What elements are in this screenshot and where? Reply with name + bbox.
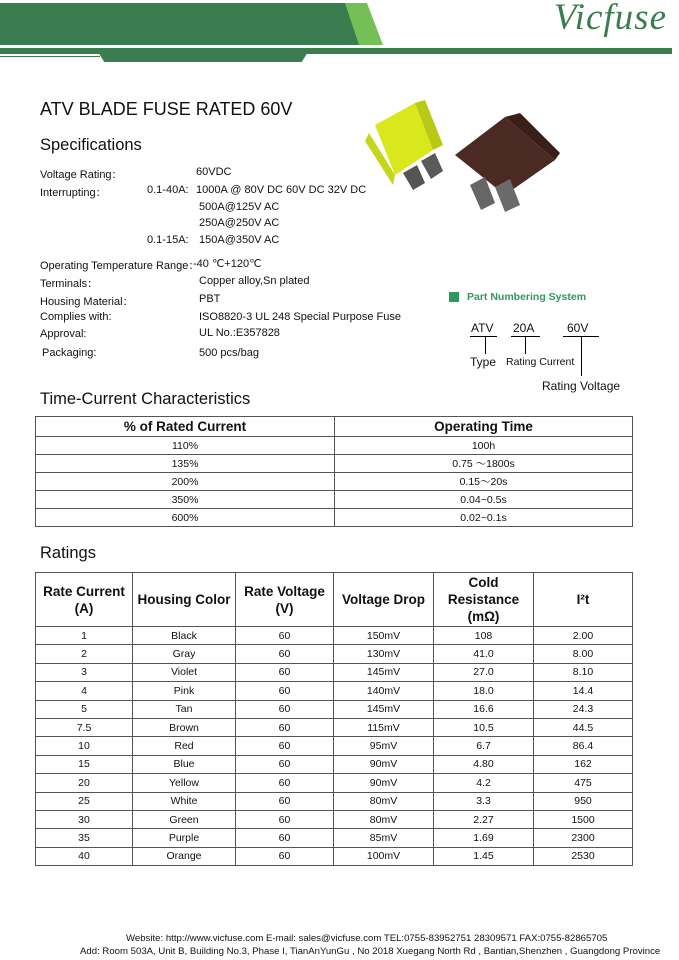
table-row — [36, 829, 633, 847]
footer-address: Add: Room 503A, Unit B, Building No.3, Phase I, TianAnYunGu , No 2018 Xuegang North Rd , Bantian,Shenzhen , Guangdong Province — [80, 946, 661, 957]
column-header: Rate Current (A) — [36, 573, 133, 627]
label-rating-current: Rating Current — [506, 356, 575, 368]
table-cell: 18.0 — [434, 682, 534, 700]
table-cell: 200% — [36, 473, 335, 491]
table-cell: 100h — [335, 437, 633, 455]
column-header: Cold Resistance (mΩ) — [434, 573, 534, 627]
table-cell: 60 — [236, 645, 334, 663]
table-cell: 130mV — [334, 645, 434, 663]
table-cell: 20 — [36, 774, 133, 792]
table-row — [36, 682, 633, 700]
page-title: ATV BLADE FUSE RATED 60V — [40, 99, 293, 119]
terminals-label: Terminals： — [40, 278, 99, 290]
table-cell: 350% — [36, 491, 335, 509]
table-cell: 35 — [36, 829, 133, 847]
table-row — [36, 718, 633, 736]
table-cell: 150mV — [334, 627, 434, 645]
table-cell: 10.5 — [434, 718, 534, 736]
table-cell: Gray — [133, 645, 236, 663]
table-cell: 24.3 — [534, 700, 633, 718]
table-row — [36, 437, 633, 455]
table-cell: Purple — [133, 829, 236, 847]
table-cell: 135% — [36, 455, 335, 473]
column-header: Rate Voltage (V) — [236, 573, 334, 627]
complies-value: ISO8820-3 UL 248 Special Purpose Fuse — [199, 311, 401, 323]
table-cell: 16.6 — [434, 700, 534, 718]
table-row — [36, 774, 633, 792]
table-cell: 90mV — [334, 774, 434, 792]
table-cell: 2.27 — [434, 810, 534, 828]
table-cell: 100mV — [334, 847, 434, 865]
table-cell: 10 — [36, 737, 133, 755]
code-type: ATV — [471, 321, 494, 335]
table-cell: 2530 — [534, 847, 633, 865]
table-cell: 6.7 — [434, 737, 534, 755]
interrupting-range-1: 0.1-40A: — [147, 184, 189, 196]
approval-label: Approval: — [40, 328, 87, 340]
table-cell: Brown — [133, 718, 236, 736]
table-cell: 3.3 — [434, 792, 534, 810]
table-cell: 4.2 — [434, 774, 534, 792]
label-rating-voltage: Rating Voltage — [542, 379, 621, 393]
table-cell: 145mV — [334, 663, 434, 681]
ratings-heading: Ratings — [40, 544, 96, 562]
table-cell: 15 — [36, 755, 133, 773]
interrupting-label: Interrupting： — [40, 187, 107, 199]
table-row — [36, 509, 633, 527]
housing-value: PBT — [199, 293, 221, 305]
table-cell: 40 — [36, 847, 133, 865]
column-header: Operating Time — [335, 417, 633, 437]
table-cell: 60 — [236, 774, 334, 792]
table-row — [36, 473, 633, 491]
fuse-product-image — [355, 95, 565, 220]
packaging-label: Packaging: — [42, 347, 97, 359]
table-cell: 4 — [36, 682, 133, 700]
interrupting-value: 250A@250V AC — [199, 217, 280, 229]
table-cell: 27.0 — [434, 663, 534, 681]
interrupting-value: 500A@125V AC — [199, 201, 280, 213]
footer-contact: Website: http://www.vicfuse.com E-mail: sales@vicfuse.com TEL:0755-83952751 28309571 FAX:0755-82865705 — [126, 933, 608, 944]
table-cell: Violet — [133, 663, 236, 681]
table-cell: 0.15～20s — [335, 473, 633, 491]
interrupting-range-2: 0.1-15A: — [147, 234, 189, 246]
table-cell: Black — [133, 627, 236, 645]
table-row — [36, 792, 633, 810]
part-numbering-heading: Part Numbering System — [467, 291, 587, 303]
table-cell: Green — [133, 810, 236, 828]
table-cell: 0.75 ～1800s — [335, 455, 633, 473]
table-cell: 60 — [236, 810, 334, 828]
terminals-value: Copper alloy,Sn plated — [199, 275, 310, 287]
table-cell: 1500 — [534, 810, 633, 828]
table-cell: 90mV — [334, 755, 434, 773]
temperature-value: -40 ℃+120℃ — [193, 258, 262, 270]
connector — [525, 336, 526, 354]
code-current: 20A — [513, 321, 535, 335]
specifications-heading: Specifications — [40, 136, 142, 154]
table-cell: 86.4 — [534, 737, 633, 755]
table-row — [36, 663, 633, 681]
table-cell: 110% — [36, 437, 335, 455]
table-row — [36, 700, 633, 718]
table-cell: 950 — [534, 792, 633, 810]
table-cell: 108 — [434, 627, 534, 645]
section-marker-icon — [449, 292, 459, 302]
time-current-heading: Time-Current Characteristics — [40, 390, 251, 408]
table-cell: 2.00 — [534, 627, 633, 645]
table-cell: 80mV — [334, 810, 434, 828]
table-row — [36, 847, 633, 865]
table-cell: Blue — [133, 755, 236, 773]
table-cell: 60 — [236, 718, 334, 736]
housing-label: Housing Material： — [40, 296, 134, 308]
yellow-fuse — [365, 100, 443, 190]
header-banner — [0, 3, 372, 45]
temperature-label: Operating Temperature Range： — [40, 260, 200, 272]
table-cell: 60 — [236, 829, 334, 847]
column-header: % of Rated Current — [36, 417, 335, 437]
table-cell: 30 — [36, 810, 133, 828]
table-cell: Pink — [133, 682, 236, 700]
header-rule-thin — [0, 56, 100, 57]
connector — [581, 336, 582, 376]
table-cell: 60 — [236, 737, 334, 755]
table-row — [36, 737, 633, 755]
table-cell: White — [133, 792, 236, 810]
table-cell: 44.5 — [534, 718, 633, 736]
packaging-value: 500 pcs/bag — [199, 347, 259, 359]
table-cell: 60 — [236, 682, 334, 700]
column-header: Voltage Drop — [334, 573, 434, 627]
column-header: Housing Color — [133, 573, 236, 627]
table-cell: 25 — [36, 792, 133, 810]
header-tab — [98, 52, 308, 62]
table-cell: 60 — [236, 627, 334, 645]
table-cell: 8.00 — [534, 645, 633, 663]
table-cell: 1.69 — [434, 829, 534, 847]
table-cell: 162 — [534, 755, 633, 773]
interrupting-value: 1000A @ 80V DC 60V DC 32V DC — [196, 184, 367, 196]
ratings-table — [35, 572, 633, 866]
table-row — [36, 810, 633, 828]
brown-fuse — [455, 113, 560, 212]
code-voltage: 60V — [567, 321, 589, 335]
table-cell: 60 — [236, 847, 334, 865]
table-cell: 85mV — [334, 829, 434, 847]
table-cell: 0.04~0.5s — [335, 491, 633, 509]
table-cell: 145mV — [334, 700, 434, 718]
approval-value: UL No.:E357828 — [199, 327, 280, 339]
table-cell: 475 — [534, 774, 633, 792]
complies-label: Complies with: — [40, 311, 112, 323]
table-row — [36, 491, 633, 509]
table-row — [36, 627, 633, 645]
table-cell: 2 — [36, 645, 133, 663]
table-cell: 60 — [236, 700, 334, 718]
table-cell: 60 — [236, 792, 334, 810]
divider — [470, 336, 497, 337]
voltage-rating-label: Voltage Rating： — [40, 169, 123, 181]
logo: Vicfuse — [553, 0, 667, 38]
table-cell: 4.80 — [434, 755, 534, 773]
connector — [485, 336, 486, 354]
table-cell: Yellow — [133, 774, 236, 792]
table-cell: 2300 — [534, 829, 633, 847]
table-cell: 95mV — [334, 737, 434, 755]
interrupting-value: 150A@350V AC — [199, 234, 280, 246]
table-row — [36, 645, 633, 663]
table-cell: 60 — [236, 663, 334, 681]
label-type: Type — [470, 355, 497, 369]
table-cell: 5 — [36, 700, 133, 718]
column-header: I²t — [534, 573, 633, 627]
table-cell: Red — [133, 737, 236, 755]
table-cell: 0.02~0.1s — [335, 509, 633, 527]
table-cell: 140mV — [334, 682, 434, 700]
table-cell: 41.0 — [434, 645, 534, 663]
table-cell: Tan — [133, 700, 236, 718]
table-cell: 7.5 — [36, 718, 133, 736]
table-row — [36, 455, 633, 473]
time-current-table — [35, 416, 633, 527]
table-cell: 1.45 — [434, 847, 534, 865]
table-row — [36, 755, 633, 773]
table-cell: 1 — [36, 627, 133, 645]
table-cell: Orange — [133, 847, 236, 865]
table-cell: 3 — [36, 663, 133, 681]
table-cell: 8.10 — [534, 663, 633, 681]
table-cell: 14.4 — [534, 682, 633, 700]
table-cell: 60 — [236, 755, 334, 773]
table-cell: 115mV — [334, 718, 434, 736]
voltage-rating-value: 60VDC — [196, 166, 232, 178]
table-cell: 80mV — [334, 792, 434, 810]
table-cell: 600% — [36, 509, 335, 527]
